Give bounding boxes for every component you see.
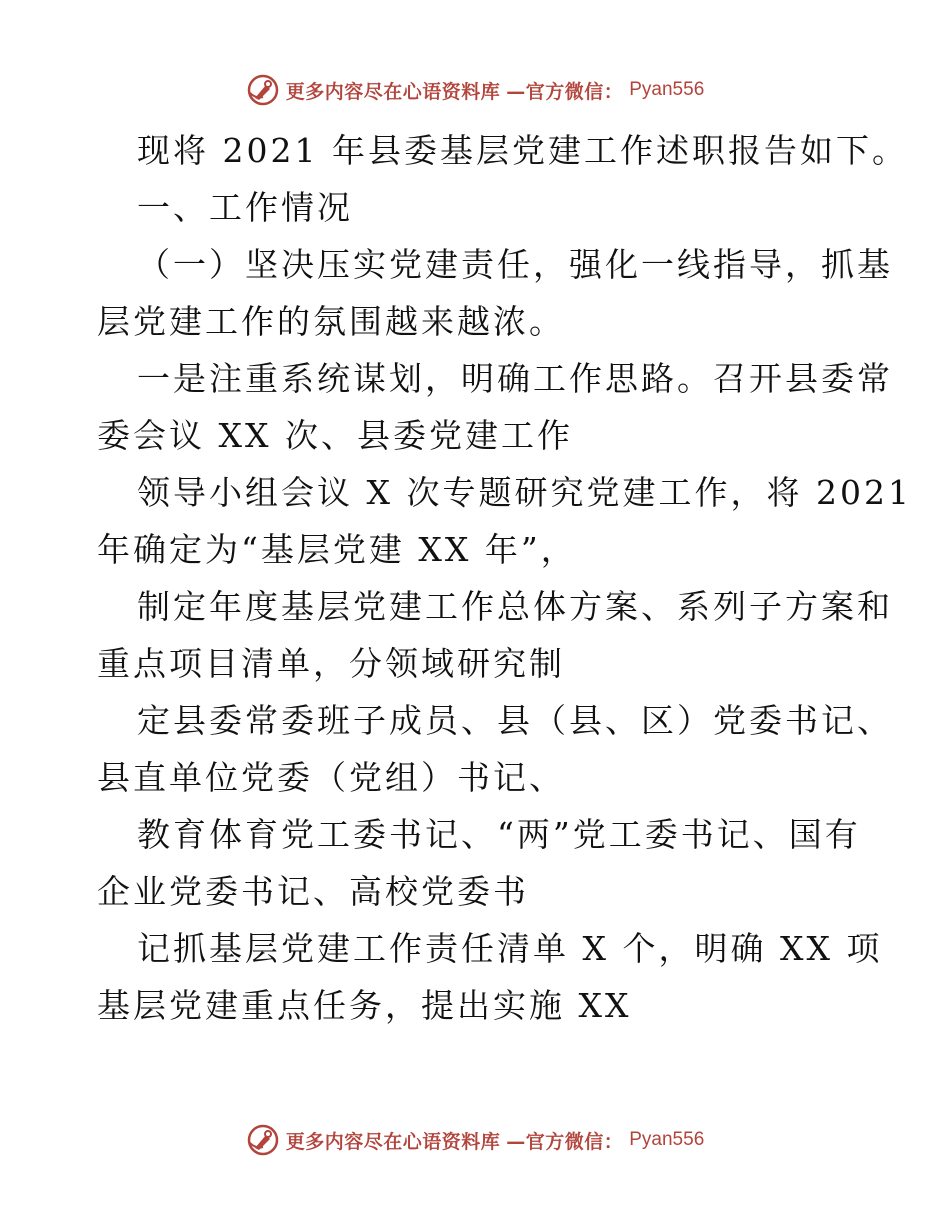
header-watermark (0, 70, 950, 110)
document-body (97, 122, 912, 1034)
document-line: 一、工作情况 (137, 188, 353, 227)
document-line: 年确定为“基层党建 XX 年”， (97, 530, 577, 569)
watermark-handle: Pyan556 (629, 79, 705, 100)
watermark-title: 更多内容尽在心语资料库 (285, 80, 501, 103)
document-line: 基层党建重点任务，提出实施 XX (97, 986, 632, 1025)
document-line: 一是注重系统谋划，明确工作思路。召开县委常 (137, 359, 893, 398)
document-line: 领导小组会议 X 次专题研究党建工作，将 2021 (137, 473, 912, 512)
document-line: 县直单位党委（党组）书记、 (97, 758, 565, 797)
watermark-title: 更多内容尽在心语资料库 (285, 1130, 501, 1153)
footer-watermark (0, 1120, 950, 1160)
document-line: 委会议 XX 次、县委党建工作 (97, 416, 573, 455)
pen-nib-logo-icon (246, 1123, 280, 1157)
document-line: 层党建工作的氛围越来越浓。 (97, 302, 565, 341)
document-line: 企业党委书记、高校党委书 (97, 872, 529, 911)
watermark-separator: —官方微信： (506, 1130, 624, 1153)
watermark-separator: —官方微信： (506, 80, 624, 103)
document-line: 定县委常委班子成员、县（县、区）党委书记、 (137, 701, 893, 740)
document-line: 记抓基层党建工作责任清单 X 个，明确 XX 项 (137, 929, 883, 968)
pen-nib-logo-icon (246, 73, 280, 107)
document-line: 制定年度基层党建工作总体方案、系列子方案和 (137, 587, 893, 626)
document-line: （一）坚决压实党建责任，强化一线指导，抓基 (137, 245, 893, 284)
document-line: 现将 2021 年县委基层党建工作述职报告如下。 (137, 131, 908, 170)
document-line: 重点项目清单，分领域研究制 (97, 644, 565, 683)
watermark-handle: Pyan556 (629, 1129, 705, 1150)
document-line: 教育体育党工委书记、“两”党工委书记、国有 (137, 815, 861, 854)
